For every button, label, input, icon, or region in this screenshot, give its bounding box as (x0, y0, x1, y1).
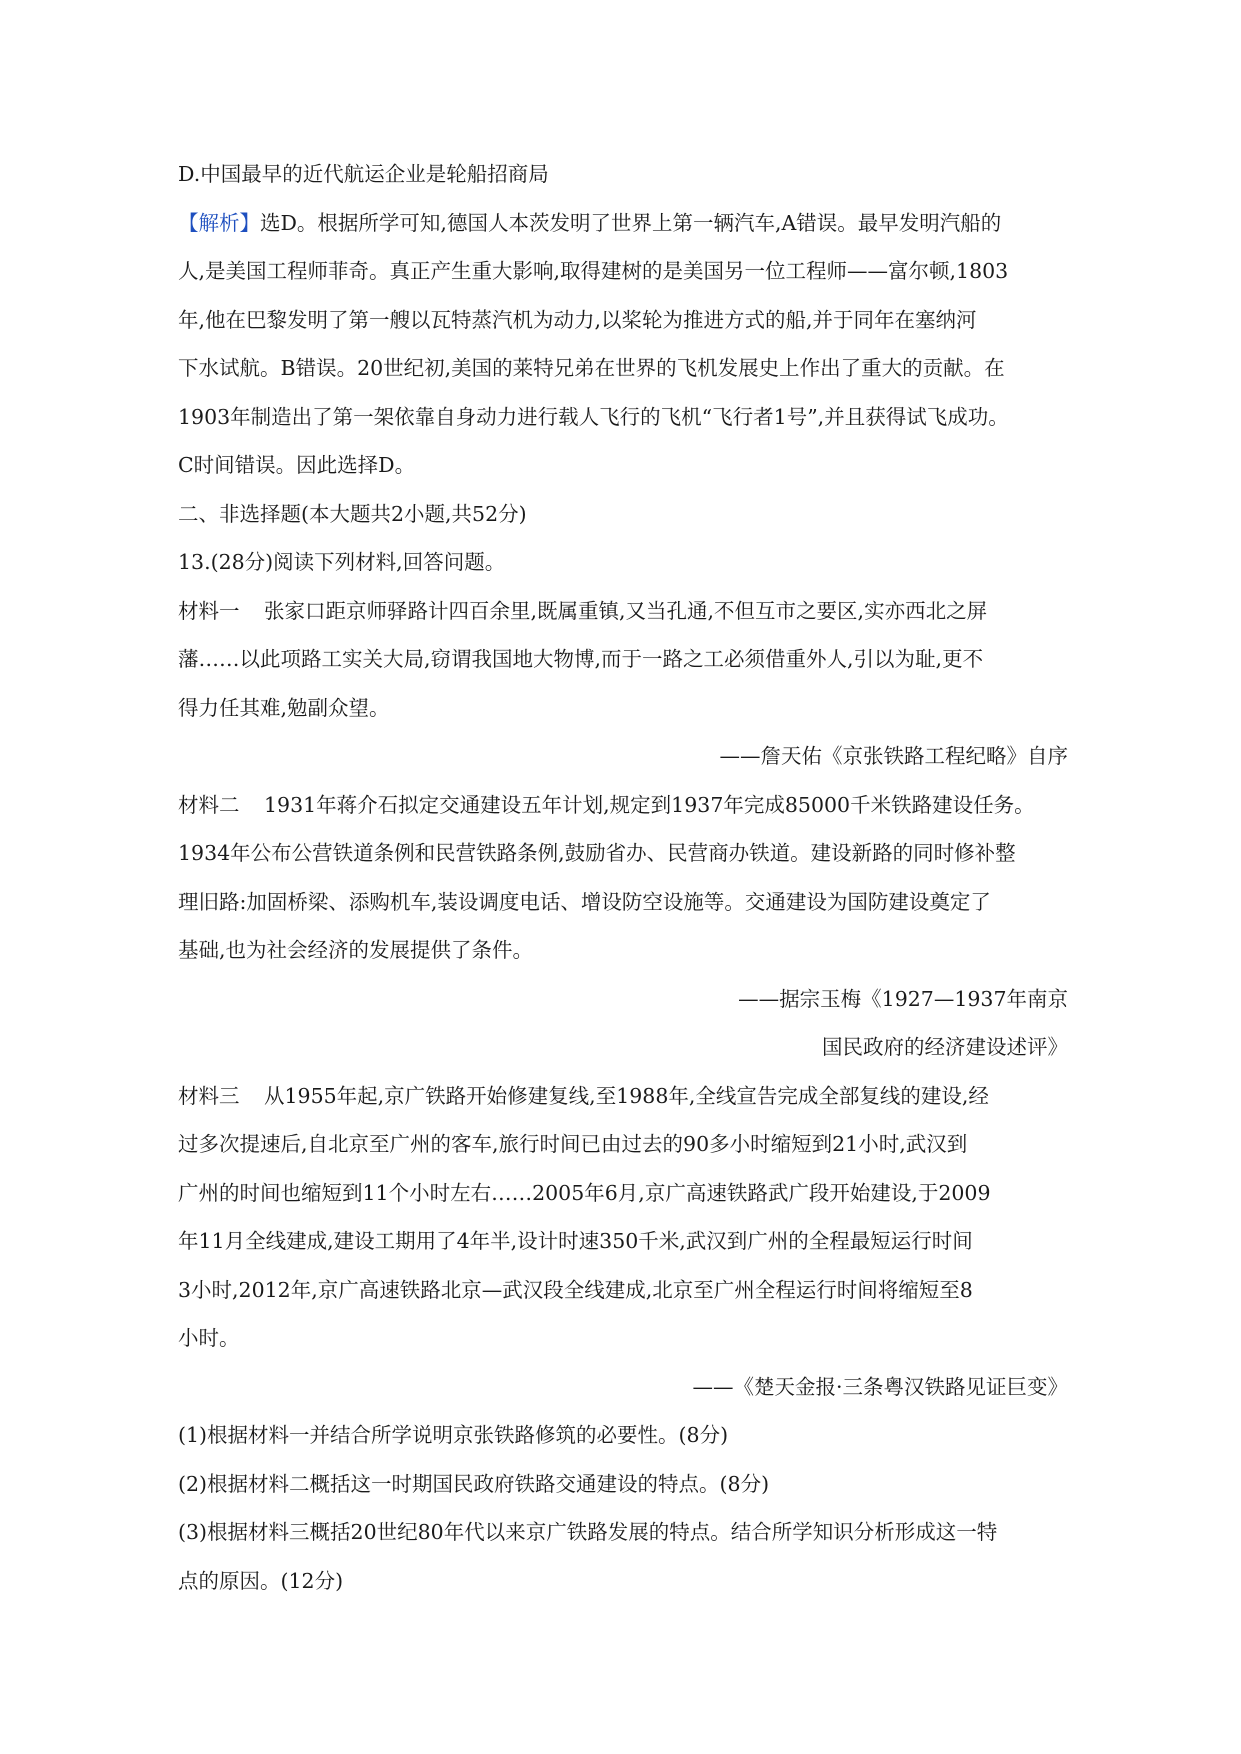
material-2-source-2: 国民政府的经济建设述评》 (822, 1035, 1068, 1059)
analysis-line-2: 人,是美国工程师菲奇。真正产生重大影响,取得建树的是美国另一位工程师——富尔顿,1803 (178, 259, 1009, 283)
section-title: 二、非选择题(本大题共2小题,共52分) (178, 501, 527, 526)
material-3-line-1: 材料三 从1955年起,京广铁路开始修建复线,至1988年,全线宣告完成全部复线的建设,经 (178, 1072, 1068, 1121)
analysis-line-6: C时间错误。因此选择D。 (178, 453, 416, 477)
sub-question-2: (2)根据材料二概括这一时期国民政府铁路交通建设的特点。(8分) (178, 1471, 770, 1496)
material-1-source: ——詹天佑《京张铁路工程纪略》自序 (719, 744, 1068, 768)
material-3-line-2: 过多次提速后,自北京至广州的客车,旅行时间已由过去的90多小时缩短到21小时,武汉到 (178, 1132, 968, 1156)
material-1-line-3: 得力任其难,勉副众望。 (178, 695, 390, 720)
material-1-label: 材料一 (178, 598, 240, 623)
analysis-line-1: 【解析】选D。根据所学可知,德国人本茨发明了世界上第一辆汽车,A错误。最早发明汽船的 (178, 210, 1002, 235)
material-3-line-3: 广州的时间也缩短到11个小时左右……2005年6月,京广高速铁路武广段开始建设,于2009 (178, 1180, 991, 1205)
material-2-line-2: 1934年公布公营铁道条例和民营铁路条例,鼓励省办、民营商办铁道。建设新路的同时修补整 (178, 841, 1016, 865)
material-2-source-1: ——据宗玉梅《1927—1937年南京 (738, 986, 1068, 1011)
material-3-line-6: 小时。 (178, 1326, 240, 1350)
analysis-line-4: 下水试航。B错误。20世纪初,美国的莱特兄弟在世界的飞机发展史上作出了重大的贡献。在 (178, 356, 1005, 380)
sub-question-3-line-1: (3)根据材料三概括20世纪80年代以来京广铁路发展的特点。结合所学知识分析形成这一特 (178, 1520, 998, 1544)
analysis-label: 【解析】 (178, 210, 260, 235)
material-2-line-1: 材料二 1931年蒋介石拟定交通建设五年计划,规定到1937年完成85000千米铁路建设任务。 (178, 781, 1068, 830)
sub-question-1: (1)根据材料一并结合所学说明京张铁路修筑的必要性。(8分) (178, 1423, 729, 1447)
option-d: D.中国最早的近代航运企业是轮船招商局 (178, 162, 549, 186)
sub-question-3-line-2: 点的原因。(12分) (178, 1568, 344, 1593)
material-3-source: ——《楚天金报·三条粤汉铁路见证巨变》 (692, 1374, 1068, 1399)
analysis-line-5: 1903年制造出了第一架依靠自身动力进行载人飞行的飞机“飞行者1号”,并且获得试飞成功。 (178, 404, 1009, 429)
material-3-line-5: 3小时,2012年,京广高速铁路北京—武汉段全线建成,北京至广州全程运行时间将缩短至8 (178, 1277, 973, 1302)
material-3-line-4: 年11月全线建成,建设工期用了4年半,设计时速350千米,武汉到广州的全程最短运行时间 (178, 1229, 973, 1253)
analysis-line-3: 年,他在巴黎发明了第一艘以瓦特蒸汽机为动力,以桨轮为推进方式的船,并于同年在塞纳河 (178, 307, 977, 332)
material-1-line-2: 藩……以此项路工实关大局,窃谓我国地大物博,而于一路之工必须借重外人,引以为耻,更不 (178, 647, 984, 671)
material-2-line-3: 理旧路:加固桥梁、添购机车,装设调度电话、增设防空设施等。交通建设为国防建设奠定了 (178, 889, 991, 914)
material-2-line-4: 基础,也为社会经济的发展提供了条件。 (178, 938, 534, 962)
question-13-stem: 13.(28分)阅读下列材料,回答问题。 (178, 550, 506, 574)
material-1-line-1: 材料一 张家口距京师驿路计四百余里,既属重镇,又当孔通,不但互市之要区,实亦西北之屏 (178, 587, 1068, 636)
material-2-label: 材料二 (178, 792, 240, 817)
material-3-label: 材料三 (178, 1083, 240, 1108)
document-page (178, 150, 1068, 1605)
